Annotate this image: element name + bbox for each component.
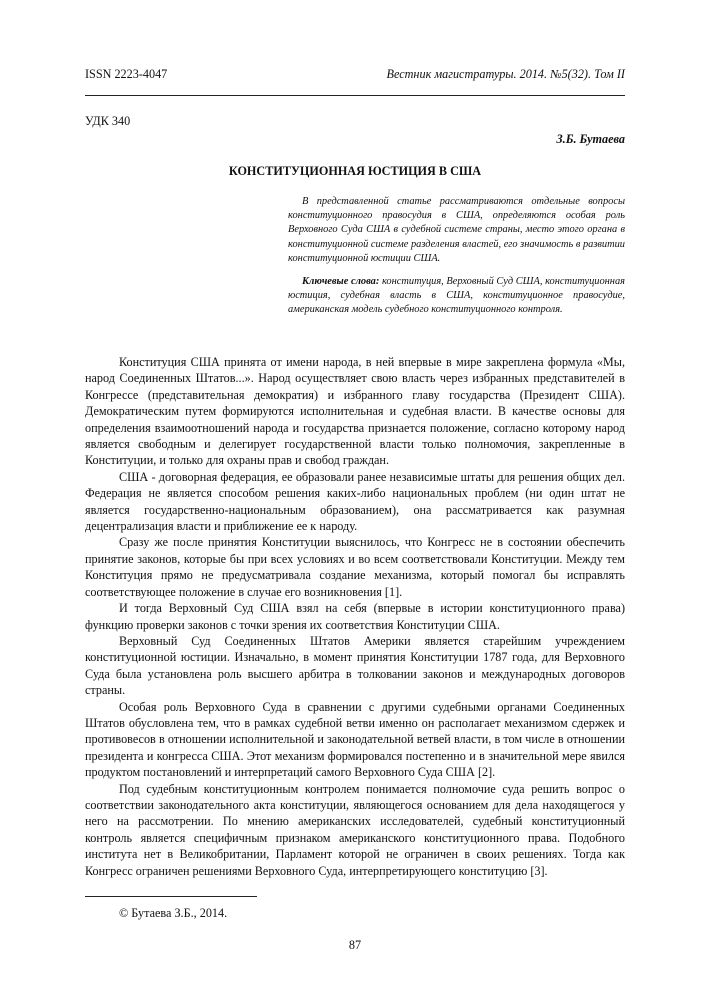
body-paragraph: Сразу же после принятия Конституции выяснилось, что Конгресс не в состоянии обеспечить принятие законов, которые бы при всех условиях и во всем соответствовали Конституции. Между тем Конституция прямо не предусматривала создание механизма, который помогал бы исправлять соответствующее положение в случае его возникновения [1]. bbox=[85, 535, 625, 599]
abstract-text: В представленной статье рассматриваются отдельные вопросы конституционного правосудия в США, определяются особая роль Верховного Суда США в судебной системе страны, место этого органа в конституционной системе разделения властей, его значимость в развитии конституционной юстиции США. bbox=[288, 196, 625, 264]
journal-title: Вестник магистратуры. 2014. №5(32). Том II bbox=[386, 67, 625, 81]
body-paragraph: И тогда Верховный Суд США взял на себя (впервые в истории конституционного права) функцию проверки законов с точки зрения их соответствия Конституции США. bbox=[85, 601, 625, 632]
article-body bbox=[85, 354, 625, 879]
body-paragraph: Особая роль Верховного Суда в сравнении с другими судебными органами Соединенных Штатов обусловлена тем, что в рамках судебной ветви именно он располагает механизмом сдержек и противовесов в отношении исполнительной и законодательной ветвей власти, в том числе в отношении президента и конгресса США. Этот механизм формировался постепенно и в значительной мере явился продуктом постановлений и интерпретаций самого Верховного Суда США [2]. bbox=[85, 699, 625, 780]
author-name: З.Б. Бутаева bbox=[556, 132, 625, 146]
abstract bbox=[288, 195, 625, 318]
keywords-list: конституция, Верховный Суд США, конституционная юстиция, судебная власть в США, конституционное правосудие, американская модель судебного конституционного контроля. bbox=[288, 276, 625, 316]
body-paragraph: США - договорная федерация, ее образовали ранее независимые штаты для решения общих дел. Федерация не является способом решения каких-либо национальных проблем (ни один штат не является государственно-национальным образованием), она рассматривается как разумная децентрализация власти и приближение ее к народу. bbox=[85, 469, 625, 534]
body-paragraph: Под судебным конституционным контролем понимается полномочие суда решить вопрос о соответствии законодательного акта конституции, являющегося основанием для дела находящегося у него на рассмотрении. По мнению американских исследователей, судебный конституционный контроль является специфичным признаком американского конституционного права. Подобного института нет в Великобритании, Парламент которой не ограничен в своих решениях. Тогда как Конгресс ограничен решениями Верховного Суда, интерпретирующего конституцию [3]. bbox=[85, 781, 625, 878]
body-paragraph: Верховный Суд Соединенных Штатов Америки является старейшим учреждением конституционной юстиции. Изначально, в момент принятия Конституции 1787 года, для Верховного Суда была установлена роль высшего арбитра в толковании законов и международных договоров страны. bbox=[85, 633, 625, 698]
body-paragraph: Конституция США принята от имени народа, в ней впервые в мире закреплена формула «Мы, народ Соединенных Штатов...». Народ осуществляет свою власть через избранных представителей в Конгрессе (представительная демократия) и избранного главу государства (Президент США). Демократическим путем формируются исполнительная и судебная власти. В качестве основы для определения взаимоотношений народа и государства признается положение, согласно которому народ является свободным и делегирует государственной власти только полномочия, закрепленные в Конституции, и только для охраны прав и свобод граждан. bbox=[85, 355, 625, 468]
page-number: 87 bbox=[348, 938, 362, 952]
issn-label: ISSN 2223-4047 bbox=[85, 67, 168, 81]
article-title: КОНСТИТУЦИОННАЯ ЮСТИЦИЯ В США bbox=[228, 164, 482, 178]
running-header bbox=[85, 66, 625, 84]
footnote-rule bbox=[85, 896, 257, 897]
udk-code: УДК 340 bbox=[85, 114, 131, 128]
keywords-label: Ключевые слова: bbox=[302, 276, 380, 288]
keywords bbox=[288, 275, 625, 318]
copyright-footnote: © Бутаева З.Б., 2014. bbox=[119, 906, 228, 920]
header-rule bbox=[85, 95, 625, 96]
